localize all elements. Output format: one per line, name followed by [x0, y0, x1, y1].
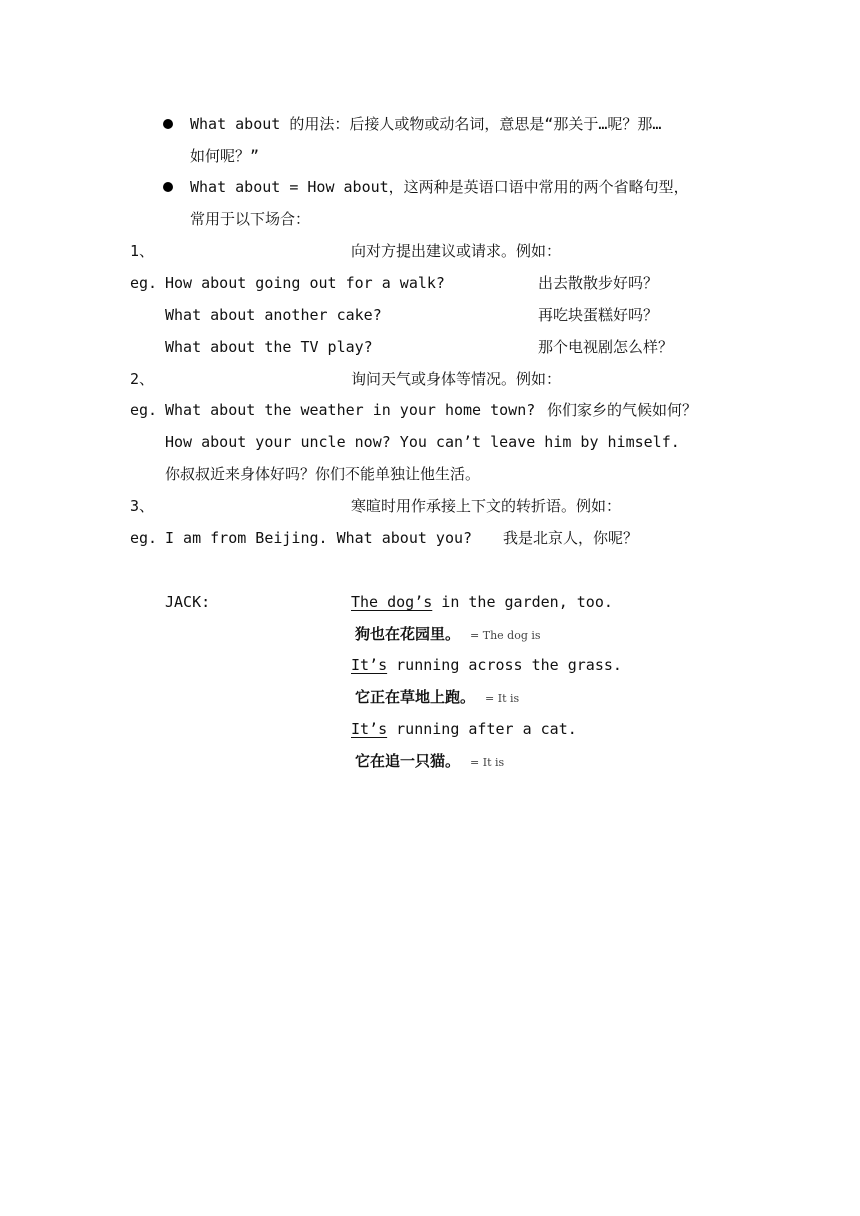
- example-prefix: eg.: [130, 529, 158, 547]
- example-chinese: 再吃块蛋糕好吗？: [538, 306, 659, 324]
- expansion-note: = The dog is: [470, 629, 541, 642]
- bullet-1-line-1: What about 的用法：后接人或物或动名词，意思是“那关于…呢？那…: [190, 115, 662, 133]
- example-english: I am from Beijing. What about you?: [165, 529, 473, 547]
- section-1-heading: 向对方提出建议或请求。例如：: [351, 242, 562, 260]
- example-chinese: 你叔叔近来身体好吗？你们不能单独让他生活。: [165, 465, 481, 483]
- expansion-note: = It is: [470, 756, 505, 769]
- expansion-note: = It is: [485, 692, 520, 705]
- example-chinese: 出去散散步好吗？: [538, 274, 659, 292]
- bullet-2-line-2: 常用于以下场合：: [190, 210, 311, 228]
- dialogue-line-2: [351, 655, 622, 675]
- example-prefix: eg.: [130, 401, 158, 419]
- bullet-dot: [163, 182, 173, 192]
- dialogue-translation-3: [355, 751, 504, 773]
- sentence-rest: running after a cat.: [387, 720, 577, 738]
- example-chinese: 你们家乡的气候如何？: [547, 401, 698, 419]
- example-english: How about going out for a walk?: [165, 274, 445, 292]
- example-english: How about your uncle now? You can’t leave him by himself.: [165, 433, 680, 451]
- dialogue-translation-1: [355, 624, 541, 646]
- translation-text: 它正在草地上跑。: [355, 688, 476, 706]
- example-english: What about the weather in your home town?: [165, 401, 536, 419]
- example-english: What about another cake?: [165, 306, 382, 324]
- translation-text: 狗也在花园里。: [355, 625, 461, 643]
- example-chinese: 我是北京人，你呢？: [503, 529, 639, 547]
- example-english: What about the TV play?: [165, 338, 373, 356]
- contraction: It’s: [351, 720, 388, 738]
- translation-text: 它在追一只猫。: [355, 752, 461, 770]
- dialogue-speaker: JACK:: [165, 593, 211, 611]
- section-3-heading: 寒暄时用作承接上下文的转折语。例如：: [351, 497, 622, 515]
- sentence-rest: in the garden, too.: [432, 593, 613, 611]
- section-1-number: 1、: [130, 242, 155, 260]
- section-2-heading: 询问天气或身体等情况。例如：: [351, 370, 562, 388]
- bullet-2-line-1: What about = How about，这两种是英语口语中常用的两个省略句型，: [190, 178, 689, 196]
- sentence-rest: running across the grass.: [387, 656, 622, 674]
- bullet-1-line-2: 如何呢？”: [190, 147, 260, 165]
- section-3-number: 3、: [130, 497, 155, 515]
- section-2-number: 2、: [130, 370, 155, 388]
- dialogue-line-3: [351, 719, 577, 739]
- example-prefix: eg.: [130, 274, 158, 292]
- dialogue-translation-2: [355, 687, 519, 709]
- contraction: The dog’s: [351, 593, 433, 611]
- dialogue-line-1: [351, 592, 613, 612]
- example-chinese: 那个电视剧怎么样？: [538, 338, 674, 356]
- contraction: It’s: [351, 656, 388, 674]
- bullet-dot: [163, 119, 173, 129]
